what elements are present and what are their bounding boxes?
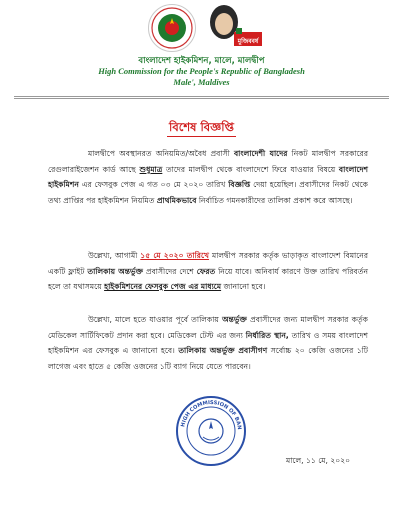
svg-text:HIGH COMMISSION OF BANGLADESH [174, 394, 242, 430]
p3-text-d: নির্ধারিত স্থান, [245, 330, 289, 340]
p3-text-c: প্রবাসীদের জন্য মালদ্বীপ সরকার কর্তৃক মেডিকেল সার্টিফিকেট প্রদান করা হবে। মেডিকেল টেস্ট এর জন্য [48, 315, 368, 340]
p1-text-g: এর ফেসবুক পেজ এ গত ০৩ মে ২০২০ তারিখ [78, 180, 229, 189]
notice-paragraph-3 [48, 312, 368, 374]
header-english-line-2: Male', Maldives [173, 77, 230, 87]
header-divider-top [14, 96, 389, 97]
p1-text-b: বাংলাদেশী যাদের [233, 149, 288, 158]
p2-text-h: হাইকমিশনের ফেসবুক পেজ এর মাধ্যমে [104, 282, 222, 291]
p2-text-e: প্রবাসীদের দেশে [143, 266, 197, 276]
p1-text-d: শুধুমাত্র [139, 164, 163, 174]
p2-text-g: নিয়ে যাবে। অনিবার্য কারণে উক্ত তারিখ পরিবর্তন হলে তা যথাসময়ে [48, 266, 368, 291]
p1-text-k: নির্বাচিত গমনকারীদের তালিকা প্রকাশ করে আসছে। [196, 195, 353, 205]
p1-text-h: বিজ্ঞপ্তি [228, 180, 251, 189]
p1-text-a: মালদ্বীপে অবস্থানরত অনিয়মিত/অবৈধ প্রবাসী [88, 149, 234, 158]
p3-text-g: সর্বোচ্চ ২০ কেজি ওজনের ১টি লাগেজ এবং হাতে ৫ কেজি ওজনের ১টি ব্যাগ নিয়ে যেতে পারবেন। [48, 346, 368, 371]
p1-text-i: দেয়া হয়েছিল। প্রবাসীদের নিকট থেকে তথ্য প্রাপ্তির পর হাইকমিশন নিয়মিত [48, 180, 368, 205]
p3-text-e: তারিখ ও সময় বাংলাদেশ হাইকমিশন এর ফেসবুক এ জানানো হবে। [48, 330, 369, 355]
p3-text-a: উল্লেখ্য, মালে হতে যাওয়ার পূর্বে তালিকায় [88, 315, 223, 324]
p3-text-b: অন্তর্ভুক্ত [222, 315, 247, 324]
official-seal-stamp [174, 394, 248, 468]
p1-text-j: প্রাথমিকভাবে [156, 195, 197, 205]
header-divider-bottom [14, 98, 389, 99]
mujib-borsho-logo [206, 2, 264, 52]
p1-text-f: বাংলাদেশ হাইকমিশন [48, 164, 368, 189]
p2-text-b: ১৫ মে ২০২০ তারিখে [140, 251, 210, 260]
header-english-title [0, 66, 403, 88]
p2-text-d: তালিকায় অন্তর্ভুক্ত [87, 266, 144, 276]
mujib-borsho-logo-text: মুজিববর্ষ [237, 38, 259, 45]
p3-text-f: তালিকায় অন্তর্ভুক্ত প্রবাসীগণ [178, 346, 268, 355]
notice-date: মালে, ১১ মে, ২০২০ [286, 456, 351, 465]
p2-text-i: জানানো হবে। [221, 282, 266, 291]
notice-paragraph-1 [48, 146, 368, 208]
notice-title [0, 119, 403, 138]
p1-text-e: তাদের মালদ্বীপ থেকে বাংলাদেশে ফিরে যাওয়ার বিষয়ে [162, 164, 339, 174]
high-commission-emblem-logo [148, 4, 196, 52]
notice-title-text: বিশেষ বিজ্ঞপ্তি [167, 120, 236, 137]
p2-text-f: ফেরত [196, 266, 216, 276]
notice-paragraph-2 [48, 248, 368, 295]
p2-text-c: মালদ্বীপ সরকার কর্তৃক ভাড়াকৃত বাংলাদেশ বিমানের একটি ফ্লাইট [48, 251, 368, 276]
p2-text-a: উল্লেখ্য, আগামী [88, 251, 141, 260]
header-english-line-1: High Commission for the People's Republic of Bangladesh [98, 66, 305, 76]
p1-text-c: নিকট মালদ্বীপ সরকারের রেগুলারাইজেশন কার্ড আছে [48, 149, 368, 174]
seal-text: HIGH COMMISSION OF BAN [180, 399, 243, 430]
header-bangla-title: বাংলাদেশ হাইকমিশন, মালে, মালদ্বীপ [138, 56, 265, 66]
